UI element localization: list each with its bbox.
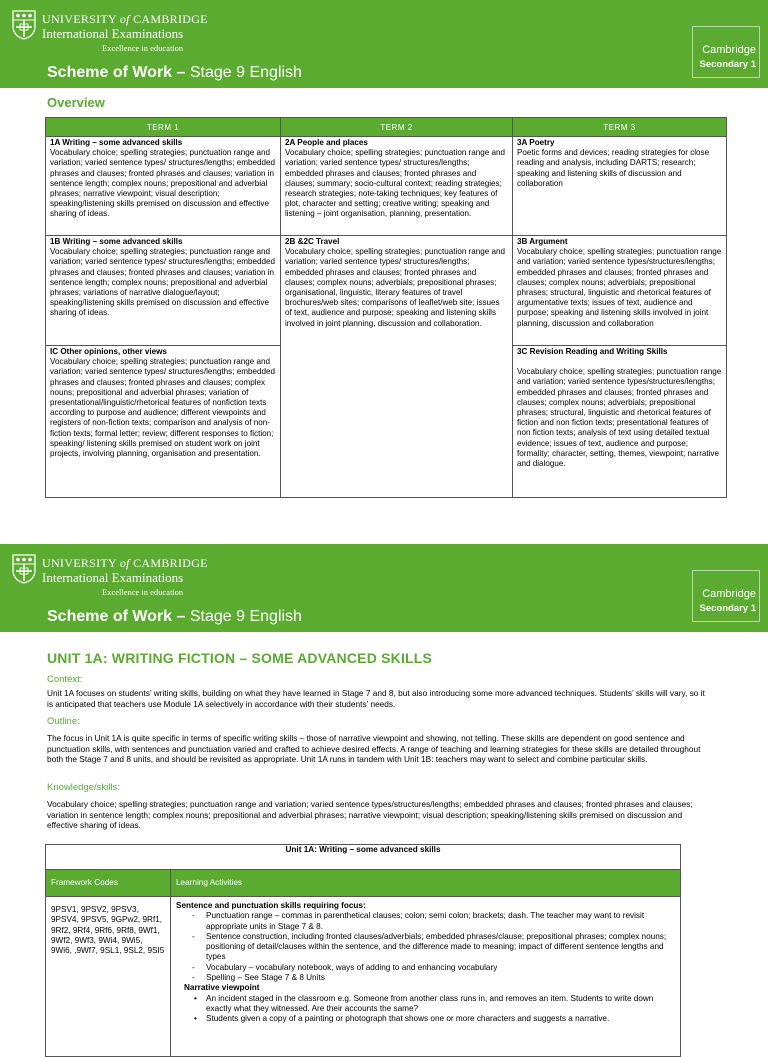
narrative-heading: Narrative viewpoint [184, 983, 260, 993]
list-item: - Sentence construction, including fronted clauses/adverbials; embedded phrases/clause; prepositional phrases; complex nouns; positioning of detail/clauses within the sentence, and the difference made to meaning; impact of different sentence lengths and types [192, 931, 667, 962]
page-title: Scheme of Work – Stage 9 English [47, 608, 302, 625]
activities-heading: Sentence and punctuation skills requiring focus: [176, 901, 366, 910]
overview-heading: Overview [47, 95, 105, 110]
unit-title: 3B Argument [517, 237, 568, 246]
learning-activities-header: Learning Activities [171, 870, 681, 897]
knowledge-heading: Knowledge/skills: [47, 782, 120, 793]
badge-line2: Secondary 1 [699, 59, 756, 70]
unit-body: Vocabulary choice; spelling strategies; punctuation range and variation; varied sentence types/structures/lengths; embedded phrases and clauses; fronted phrases and clauses; complex nouns; adverbials; prepositional phrases; structural, linguistic and rhetorical features of argumentative texts; issues of text, audience and purpose; speaking and listening skills involved in joint planning, discussion and collaboration [517, 247, 722, 328]
list-item: - Vocabulary – vocabulary notebook, ways of adding to and enhancing vocabulary [192, 962, 498, 972]
table-title: Unit 1A: Writing – some advanced skills [46, 845, 681, 870]
badge-line1: Cambridge [702, 44, 756, 56]
unit-title: 3A Poetry [517, 138, 555, 147]
unit-heading: UNIT 1A: WRITING FICTION – SOME ADVANCED SKILLS [47, 650, 433, 666]
cell-3a [513, 137, 727, 236]
context-heading: Context: [47, 674, 83, 685]
unit-body: Vocabulary choice; spelling strategies; punctuation range and variation; varied sentence types/ structures/lengths; embedded phrases and clauses; fronted phrases and clauses; complex nouns; adverbials; prepositional phrases; organisational, linguistic, literary features of travel brochures/web sites; comparisons of leaflet/web site; issues of text, audience and purpose; speaking and listening skills involved in joint planning, discussion and collaboration. [285, 247, 506, 328]
crest-icon [12, 554, 36, 584]
unit-title: IC Other opinions, other views [50, 347, 167, 356]
table-header-row [46, 870, 681, 897]
unit-activities-table [45, 844, 681, 1057]
cell-3b [513, 236, 727, 346]
badge-line2: Secondary 1 [699, 603, 756, 614]
unit-title: 3C Revision Reading and Writing Skills [517, 347, 668, 356]
outline-heading: Outline: [47, 716, 80, 727]
table-row [46, 236, 727, 346]
unit-body: Poetic forms and devices; reading strategies for close reading and analysis, including DARTS; research; speaking and listening skills of discussion and collaboration [517, 148, 710, 188]
unit-body: Vocabulary choice; spelling strategies; punctuation range and variation; varied sentence types/ structures/lengths; embedded phrases and clauses; fronted phrases and clauses; complex nouns; prepositional and adverbial phrases; variation of presentational/linguistic/rhetorical features of nonfiction texts according to purpose and audience; different viewpoints and registers of non-fiction texts; comparison and analysis of non-fiction texts; formal letter; review; different responses to fiction; speaking/ listening skills premised on student work on joint projects, involving planning, organisation and presentation. [50, 357, 275, 459]
narrative-list [176, 994, 675, 1025]
term-3-header: TERM 3 [513, 118, 727, 137]
badge-line1: Cambridge [702, 588, 756, 600]
university-name: UNIVERSITY of CAMBRIDGE [42, 556, 208, 570]
unit-1a-page [0, 544, 768, 1024]
page-gap [0, 510, 768, 544]
header-banner [0, 544, 768, 632]
table-title-row [46, 845, 681, 870]
term-1-header: TERM 1 [46, 118, 281, 137]
list-item: - Punctuation range – commas in parenthetical clauses; colon; semi colon; brackets; dash. The teacher may want to revisit appropriate units in Stage 7 & 8. [192, 911, 645, 931]
outline-text: The focus in Unit 1A is quite specific in terms of specific writing skills – those of narrative viewpoint and showing, not telling. These skills are dependent on good sentence and punctuation skills, with sentences and punctuation varied and crafted to achieve desired effects. A range of teaching and learning strategies for these skills are detailed throughout both the Stage 7 and 8 units, and should be revisited as appropriate. Unit 1A runs in tandem with Unit 1B: teachers may want to select and combine particular skills. [47, 733, 701, 764]
tagline: Excellence in education [102, 43, 184, 53]
cambridge-logo [12, 8, 232, 58]
framework-codes-header: Framework Codes [46, 870, 171, 897]
unit-title: 1A Writing – some advanced skills [50, 138, 183, 147]
learning-activities [171, 897, 681, 1057]
table-header-row [46, 118, 727, 137]
list-item: - Spelling – See Stage 7 & 8 Units [192, 973, 325, 983]
cell-1b [46, 236, 281, 346]
knowledge-text: Vocabulary choice; spelling strategies; punctuation range and variation; varied sentence types/structures/lengths; embedded phrases and clauses; fronted phrases and clauses; variation in sentence length; complex nouns; prepositional and adverbial phrases; narrative viewpoint; visual description; speaking/listening skills premised on discussion and effective sharing of ideas. [47, 799, 693, 830]
cambridge-secondary-badge [692, 570, 760, 622]
page-title: Scheme of Work – Stage 9 English [47, 64, 302, 81]
cell-3c [513, 346, 727, 498]
list-item: • An incident staged in the classroom e.g. Someone from another class runs in, and removes an item. Students to write down exactly what they witnessed. Are their accounts the same? [194, 993, 654, 1013]
cambridge-secondary-badge [692, 26, 760, 78]
crest-icon [12, 10, 36, 40]
context-text: Unit 1A focuses on students’ writing skills, building on what they have learned in Stage 7 and 8, but also introducing some more advanced techniques. Students’ skills will vary, so it is anticipated that teachers use Module 1A selectively in accordance with their students’ needs. [47, 688, 705, 709]
unit-body: Vocabulary choice; spelling strategies; punctuation range and variation; varied sentence types/ structures/lengths; embedded phrases and clauses; fronted phrases and clauses; summary; socio-cultural context; reading strategies; research strategies; note-taking techniques; key features of plot, character and setting; creative writing; speaking and listening – joint organisation, planning, presentation. [285, 148, 506, 219]
header-banner [0, 0, 768, 88]
tagline: Excellence in education [102, 587, 184, 597]
org-name: International Examinations [42, 26, 184, 41]
table-row [46, 897, 681, 1057]
table-row [46, 137, 727, 236]
unit-title: 2A People and places [285, 138, 368, 147]
term-2-header: TERM 2 [281, 118, 513, 137]
cell-1a [46, 137, 281, 236]
overview-page [0, 0, 768, 510]
terms-table [45, 117, 727, 498]
cambridge-logo [12, 552, 232, 602]
cell-1c [46, 346, 281, 498]
unit-body: Vocabulary choice; spelling strategies; punctuation range and variation; varied sentence types/structures/lengths; embedded phrases and clauses; fronted phrases and clauses; complex nouns; adverbials; prepositional phrases; structural, linguistic and rhetorical features of fiction and non fiction texts; presentational features of non fiction texts; analysis of text using detailed textual evidence; issues of text, audience and purpose; formality; character, setting, themes, viewpoint; narrative and dialogue. [517, 367, 722, 469]
university-name: UNIVERSITY of CAMBRIDGE [42, 12, 208, 26]
unit-title: 1B Writing – some advanced skills [50, 237, 183, 246]
unit-title: 2B &2C Travel [285, 237, 340, 246]
unit-body: Vocabulary choice; spelling strategies; punctuation range and variation; varied sentence types/ structures/lengths; embedded phrases and clauses; fronted phrases and clauses; variation in sentence length; complex nouns; prepositional and adverbial phrases; narrative viewpoint; visual description; speaking/listening skills premised on discussion and effective sharing of ideas. [50, 148, 275, 219]
activities-list [176, 911, 675, 983]
org-name: International Examinations [42, 570, 184, 585]
unit-body: Vocabulary choice; spelling strategies; punctuation range and variation; varied sentence types/ structures/lengths; embedded phrases and clauses; fronted phrases and clauses; variation in sentence length; complex nouns; prepositional and adverbial phrases; variations of narrative dialogue/layout; speaking/listening skills premised on discussion and effective sharing of ideas. [50, 247, 275, 318]
cell-2a [281, 137, 513, 236]
cell-2b [281, 236, 513, 498]
framework-codes: 9PSV1, 9PSV2, 9PSV3, 9PSV4, 9PSV5, 9GPw2, 9Rf1, 9Rf2, 9Rf4, 9Rf6, 9Rf8, 9Wf1, 9Wf2, 9Wf3, 9Wi4, 9Wi5, 9Wi6, ,9Wf7, 9SL1, 9SL2, 9SI5 [46, 897, 171, 1057]
list-item: • Students given a copy of a painting or photograph that shows one or more characters and suggests a narrative. [194, 1014, 610, 1024]
